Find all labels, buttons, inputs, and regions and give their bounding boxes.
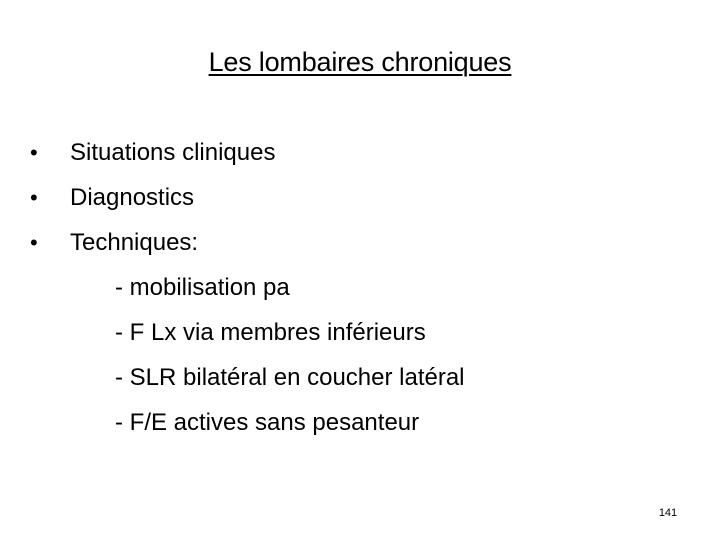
bullet-item-techniques [30,220,690,265]
bullet-text: Techniques: [70,229,199,256]
bullet-list [30,130,690,445]
bullet-text: Situations cliniques [70,139,276,166]
sub-item-flexion-lx: - F Lx via membres inférieurs [115,319,426,346]
sub-item-fe-actives: - F/E actives sans pesanteur [115,409,420,436]
bullet-text: Diagnostics [70,184,195,211]
slide-title: Les lombaires chroniques [208,47,512,77]
page-number: 141 [658,507,678,519]
sub-item-slr-bilateral: - SLR bilatéral en coucher latéral [115,364,465,391]
bullet-marker: • [30,185,38,210]
bullet-item-diagnostics [30,175,690,220]
bullet-item-situations [30,130,690,175]
sub-item-mobilisation: - mobilisation pa [115,274,290,301]
bullet-marker: • [30,230,38,255]
bullet-marker: • [30,140,38,165]
